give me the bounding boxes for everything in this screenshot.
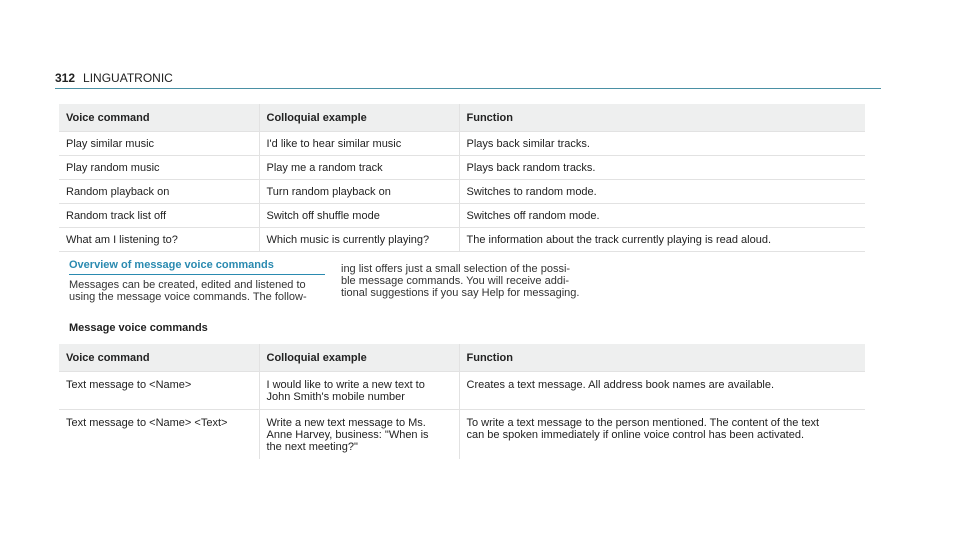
column-header: Colloquial example [259,344,459,372]
table-row [59,156,865,180]
table-cell: Creates a text message. All address book names are available. [459,372,865,410]
table-row [59,410,865,460]
message-commands-table [59,344,865,459]
table-cell: Which music is currently playing? [259,228,459,252]
overview-heading: Overview of message voice commands [69,259,325,275]
table-cell: To write a text message to the person mentioned. The content of the text can be spoken immediately if online voice control has been activated. [459,410,865,460]
table-cell: Play me a random track [259,156,459,180]
column-header: Voice command [59,344,259,372]
column-header: Colloquial example [259,104,459,132]
table-cell: Switch off shuffle mode [259,204,459,228]
message-commands-subheading: Message voice commands [69,322,208,334]
header-divider [55,88,881,89]
table-cell: Text message to <Name> [59,372,259,410]
table-cell: Plays back random tracks. [459,156,865,180]
table-cell: Switches off random mode. [459,204,865,228]
table-cell: Text message to <Name> <Text> [59,410,259,460]
table-cell: Random track list off [59,204,259,228]
table-row [59,372,865,410]
table-cell: I would like to write a new text to John Smith's mobile number [259,372,459,410]
table-header-row [59,104,865,132]
table-cell: The information about the track currently playing is read aloud. [459,228,865,252]
column-header: Function [459,344,865,372]
section-title: LINGUATRONIC [83,71,173,85]
table-cell: Plays back similar tracks. [459,132,865,156]
table-row [59,180,865,204]
table-header-row [59,344,865,372]
table-cell: Play random music [59,156,259,180]
overview-paragraph-left: Messages can be created, edited and listened to using the message voice commands. The follow- [69,279,307,303]
page-number: 312 [55,71,76,85]
music-commands-table [59,104,865,252]
table-row [59,204,865,228]
table-cell: What am I listening to? [59,228,259,252]
table-row [59,132,865,156]
overview-paragraph-right: ing list offers just a small selection of the possi- ble message commands. You will receive addi- tional suggestions if you say Help for messaging. [341,263,580,299]
table-cell: Random playback on [59,180,259,204]
table-cell: Switches to random mode. [459,180,865,204]
table-cell: Play similar music [59,132,259,156]
column-header: Function [459,104,865,132]
table-row [59,228,865,252]
column-header: Voice command [59,104,259,132]
page-header [55,71,173,85]
table-cell: Write a new text message to Ms. Anne Harvey, business: "When is the next meeting?" [259,410,459,460]
table-cell: Turn random playback on [259,180,459,204]
table-cell: I'd like to hear similar music [259,132,459,156]
